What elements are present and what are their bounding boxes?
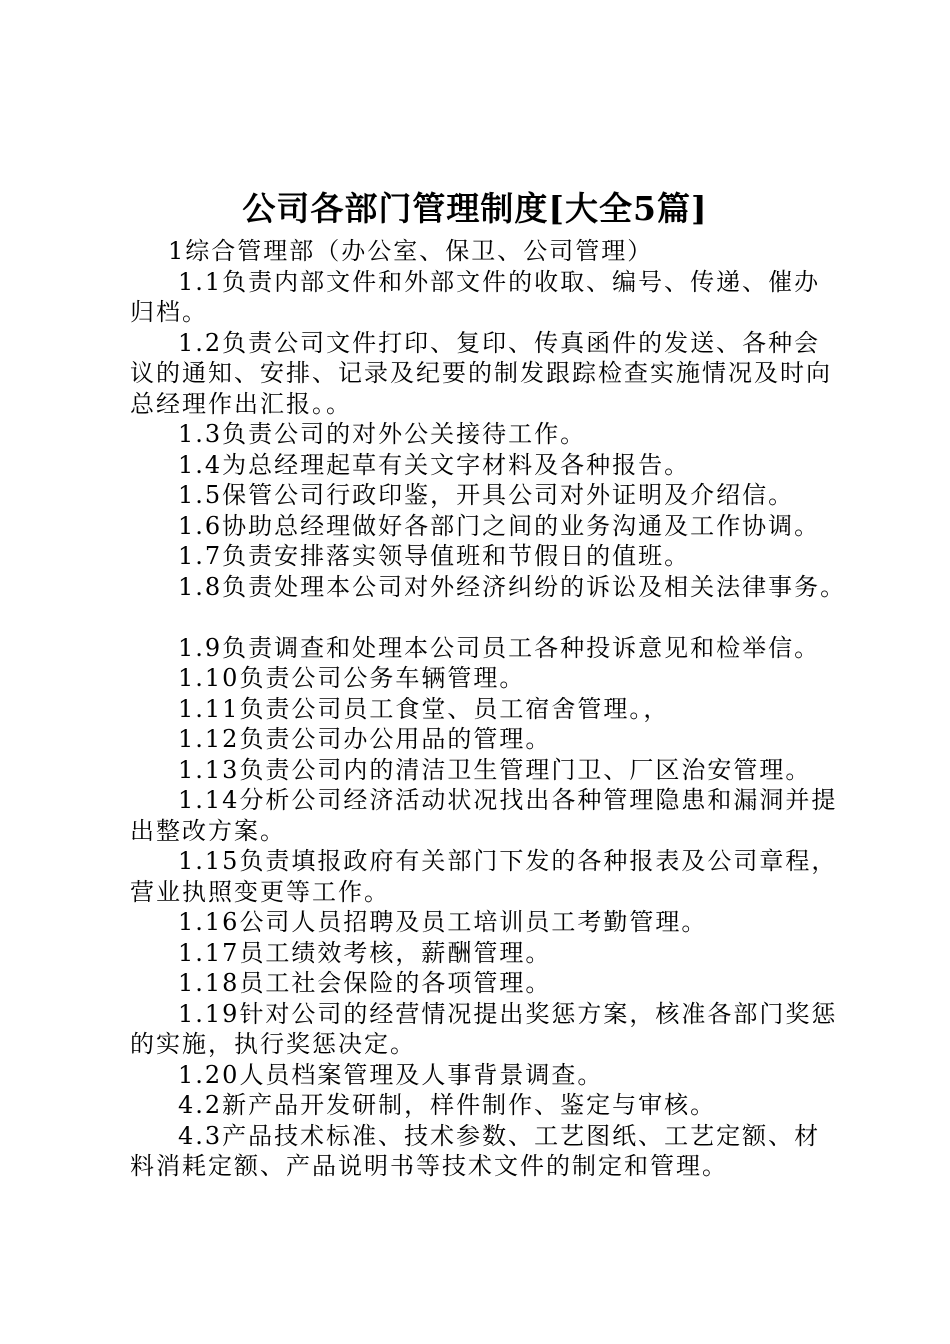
paragraph-1-5: 1.5保管公司行政印鉴，开具公司对外证明及介绍信。 [178, 481, 795, 509]
paragraph-1-13: 1.13负责公司内的清洁卫生管理门卫、厂区治安管理。 [178, 755, 812, 784]
paragraph-1-9: 1.9负责调查和处理本公司员工各种投诉意见和检举信。 [178, 633, 821, 662]
paragraph-1-20: 1.20人员档案管理及人事背景调查。 [178, 1060, 604, 1089]
paragraph-1-8: 1.8负责处理本公司对外经济纠纷的诉讼及相关法律事务。 [178, 572, 847, 601]
document-body [130, 236, 847, 1182]
paragraph-spacer [130, 602, 840, 633]
paragraph-1-3: 1.3负责公司的对外公关接待工作。 [178, 420, 587, 448]
paragraph-section-heading: 1综合管理部（办公室、保卫、公司管理） [168, 237, 654, 265]
paragraph-1-18: 1.18员工社会保险的各项管理。 [178, 969, 552, 997]
paragraph-4-3: 4.3产品技术标准、技术参数、工艺图纸、工艺定额、材料消耗定额、产品说明书等技术文件的制定和管理。 [130, 1121, 821, 1180]
paragraph-1-12: 1.12负责公司办公用品的管理。 [178, 725, 552, 753]
paragraph-1-19: 1.19针对公司的经营情况提出奖惩方案，核准各部门奖惩的实施，执行奖惩决定。 [130, 999, 838, 1058]
paragraph-1-16: 1.16公司人员招聘及员工培训员工考勤管理。 [178, 908, 708, 936]
paragraph-1-1: 1.1负责内部文件和外部文件的收取、编号、传递、催办归档。 [130, 267, 821, 326]
paragraph-1-6: 1.6协助总经理做好各部门之间的业务沟通及工作协调。 [178, 511, 821, 540]
paragraph-4-2: 4.2新产品开发研制，样件制作、鉴定与审核。 [178, 1091, 717, 1119]
paragraph-1-11: 1.11负责公司员工食堂、员工宿舍管理。， [178, 694, 670, 723]
paragraph-1-2: 1.2负责公司文件打印、复印、传真函件的发送、各种会议的通知、安排、记录及纪要的制发跟踪检查实施情况及时向总经理作出汇报。。 [130, 328, 832, 418]
paragraph-1-7: 1.7负责安排落实领导值班和节假日的值班。 [178, 542, 691, 570]
paragraph-1-4: 1.4为总经理起草有关文字材料及各种报告。 [178, 450, 691, 479]
paragraph-1-17: 1.17员工绩效考核，薪酬管理。 [178, 938, 552, 967]
document-title: 公司各部门管理制度[大全5篇] [242, 189, 708, 228]
paragraph-1-14: 1.14分析公司经济活动状况找出各种管理隐患和漏洞并提出整改方案。 [130, 786, 838, 845]
paragraph-1-10: 1.10负责公司公务车辆管理。 [178, 664, 526, 692]
paragraph-1-15: 1.15负责填报政府有关部门下发的各种报表及公司章程，营业执照变更等工作。 [130, 847, 838, 906]
